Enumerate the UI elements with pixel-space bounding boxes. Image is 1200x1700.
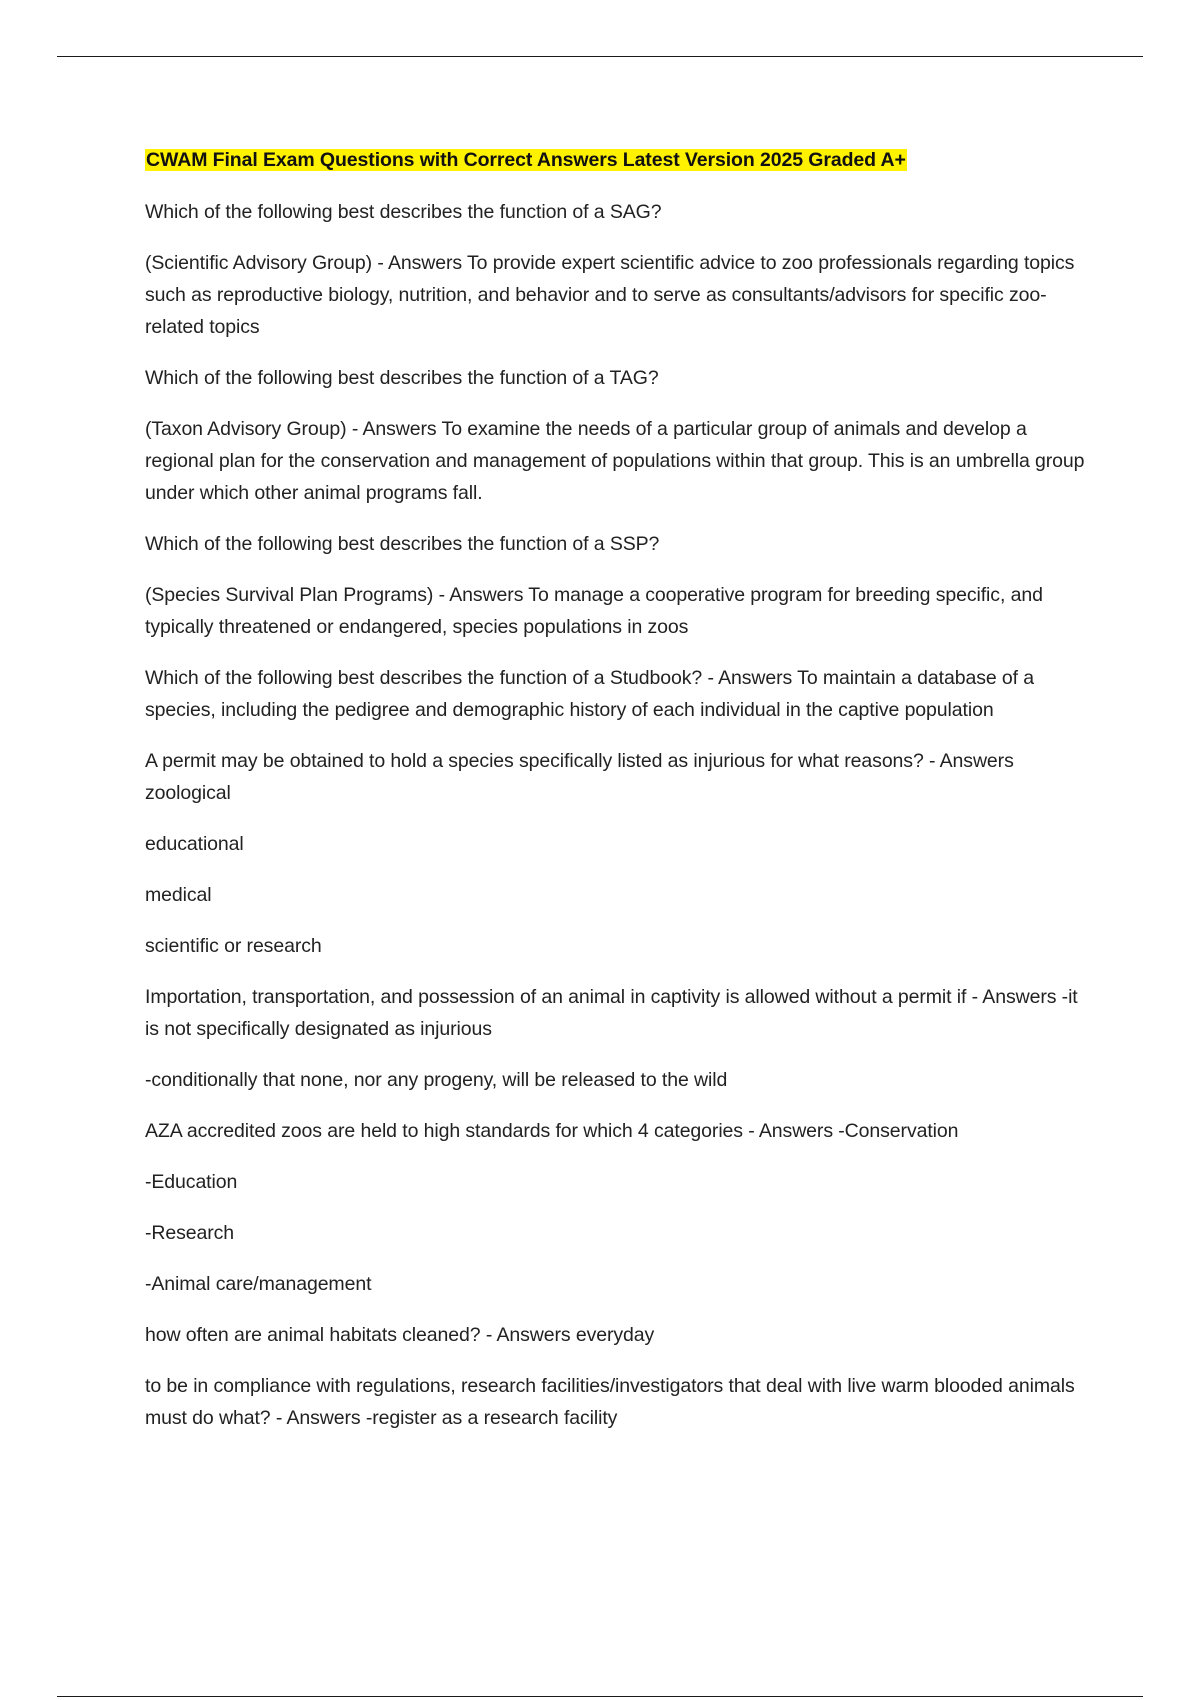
- question-compliance: to be in compliance with regulations, research facilities/investigators that deal with live warm blooded animals must do what? - Answers -register as a research facility: [145, 1375, 1075, 1429]
- question-injurious-permit: A permit may be obtained to hold a species specifically listed as injurious for what reasons? - Answers zoological: [145, 750, 1014, 804]
- answer-item-conditionally: -conditionally that none, nor any progeny, will be released to the wild: [145, 1069, 728, 1091]
- question-habitats-cleaned: how often are animal habitats cleaned? - Answers everyday: [145, 1324, 655, 1346]
- question-ssp: Which of the following best describes the function of a SSP?: [145, 533, 660, 555]
- question-sag: Which of the following best describes the function of a SAG?: [145, 201, 662, 223]
- answer-sag: (Scientific Advisory Group) - Answers To provide expert scientific advice to zoo professionals regarding topics such as reproductive biology, nutrition, and behavior and to serve as consultants/advisors for specific zoo-related topics: [145, 252, 1075, 338]
- document-body: [145, 144, 1095, 1453]
- answer-item-scientific: scientific or research: [145, 935, 322, 957]
- document-title: [145, 144, 1095, 176]
- question-studbook: Which of the following best describes the function of a Studbook? - Answers To maintain a database of a species, including the pedigree and demographic history of each individual in the captive population: [145, 667, 1035, 721]
- answer-item-education: -Education: [145, 1171, 238, 1193]
- question-tag: Which of the following best describes the function of a TAG?: [145, 367, 659, 389]
- question-aza-standards: AZA accredited zoos are held to high standards for which 4 categories - Answers -Conservation: [145, 1120, 959, 1142]
- answer-item-animal-care: -Animal care/management: [145, 1273, 372, 1295]
- top-rule: [57, 56, 1143, 57]
- answer-ssp: (Species Survival Plan Programs) - Answers To manage a cooperative program for breeding specific, and typically threatened or endangered, species populations in zoos: [145, 584, 1043, 638]
- bottom-rule: [57, 1696, 1143, 1697]
- title-highlight: CWAM Final Exam Questions with Correct Answers Latest Version 2025 Graded A+: [146, 149, 906, 171]
- answer-item-educational: educational: [145, 833, 244, 855]
- answer-item-medical: medical: [145, 884, 212, 906]
- answer-item-research: -Research: [145, 1222, 235, 1244]
- question-importation: Importation, transportation, and possession of an animal in captivity is allowed without a permit if - Answers -it is not specifically designated as injurious: [145, 986, 1078, 1040]
- answer-tag: (Taxon Advisory Group) - Answers To examine the needs of a particular group of animals and develop a regional plan for the conservation and management of populations within that group. This is an umbrella group under which other animal programs fall.: [145, 418, 1085, 504]
